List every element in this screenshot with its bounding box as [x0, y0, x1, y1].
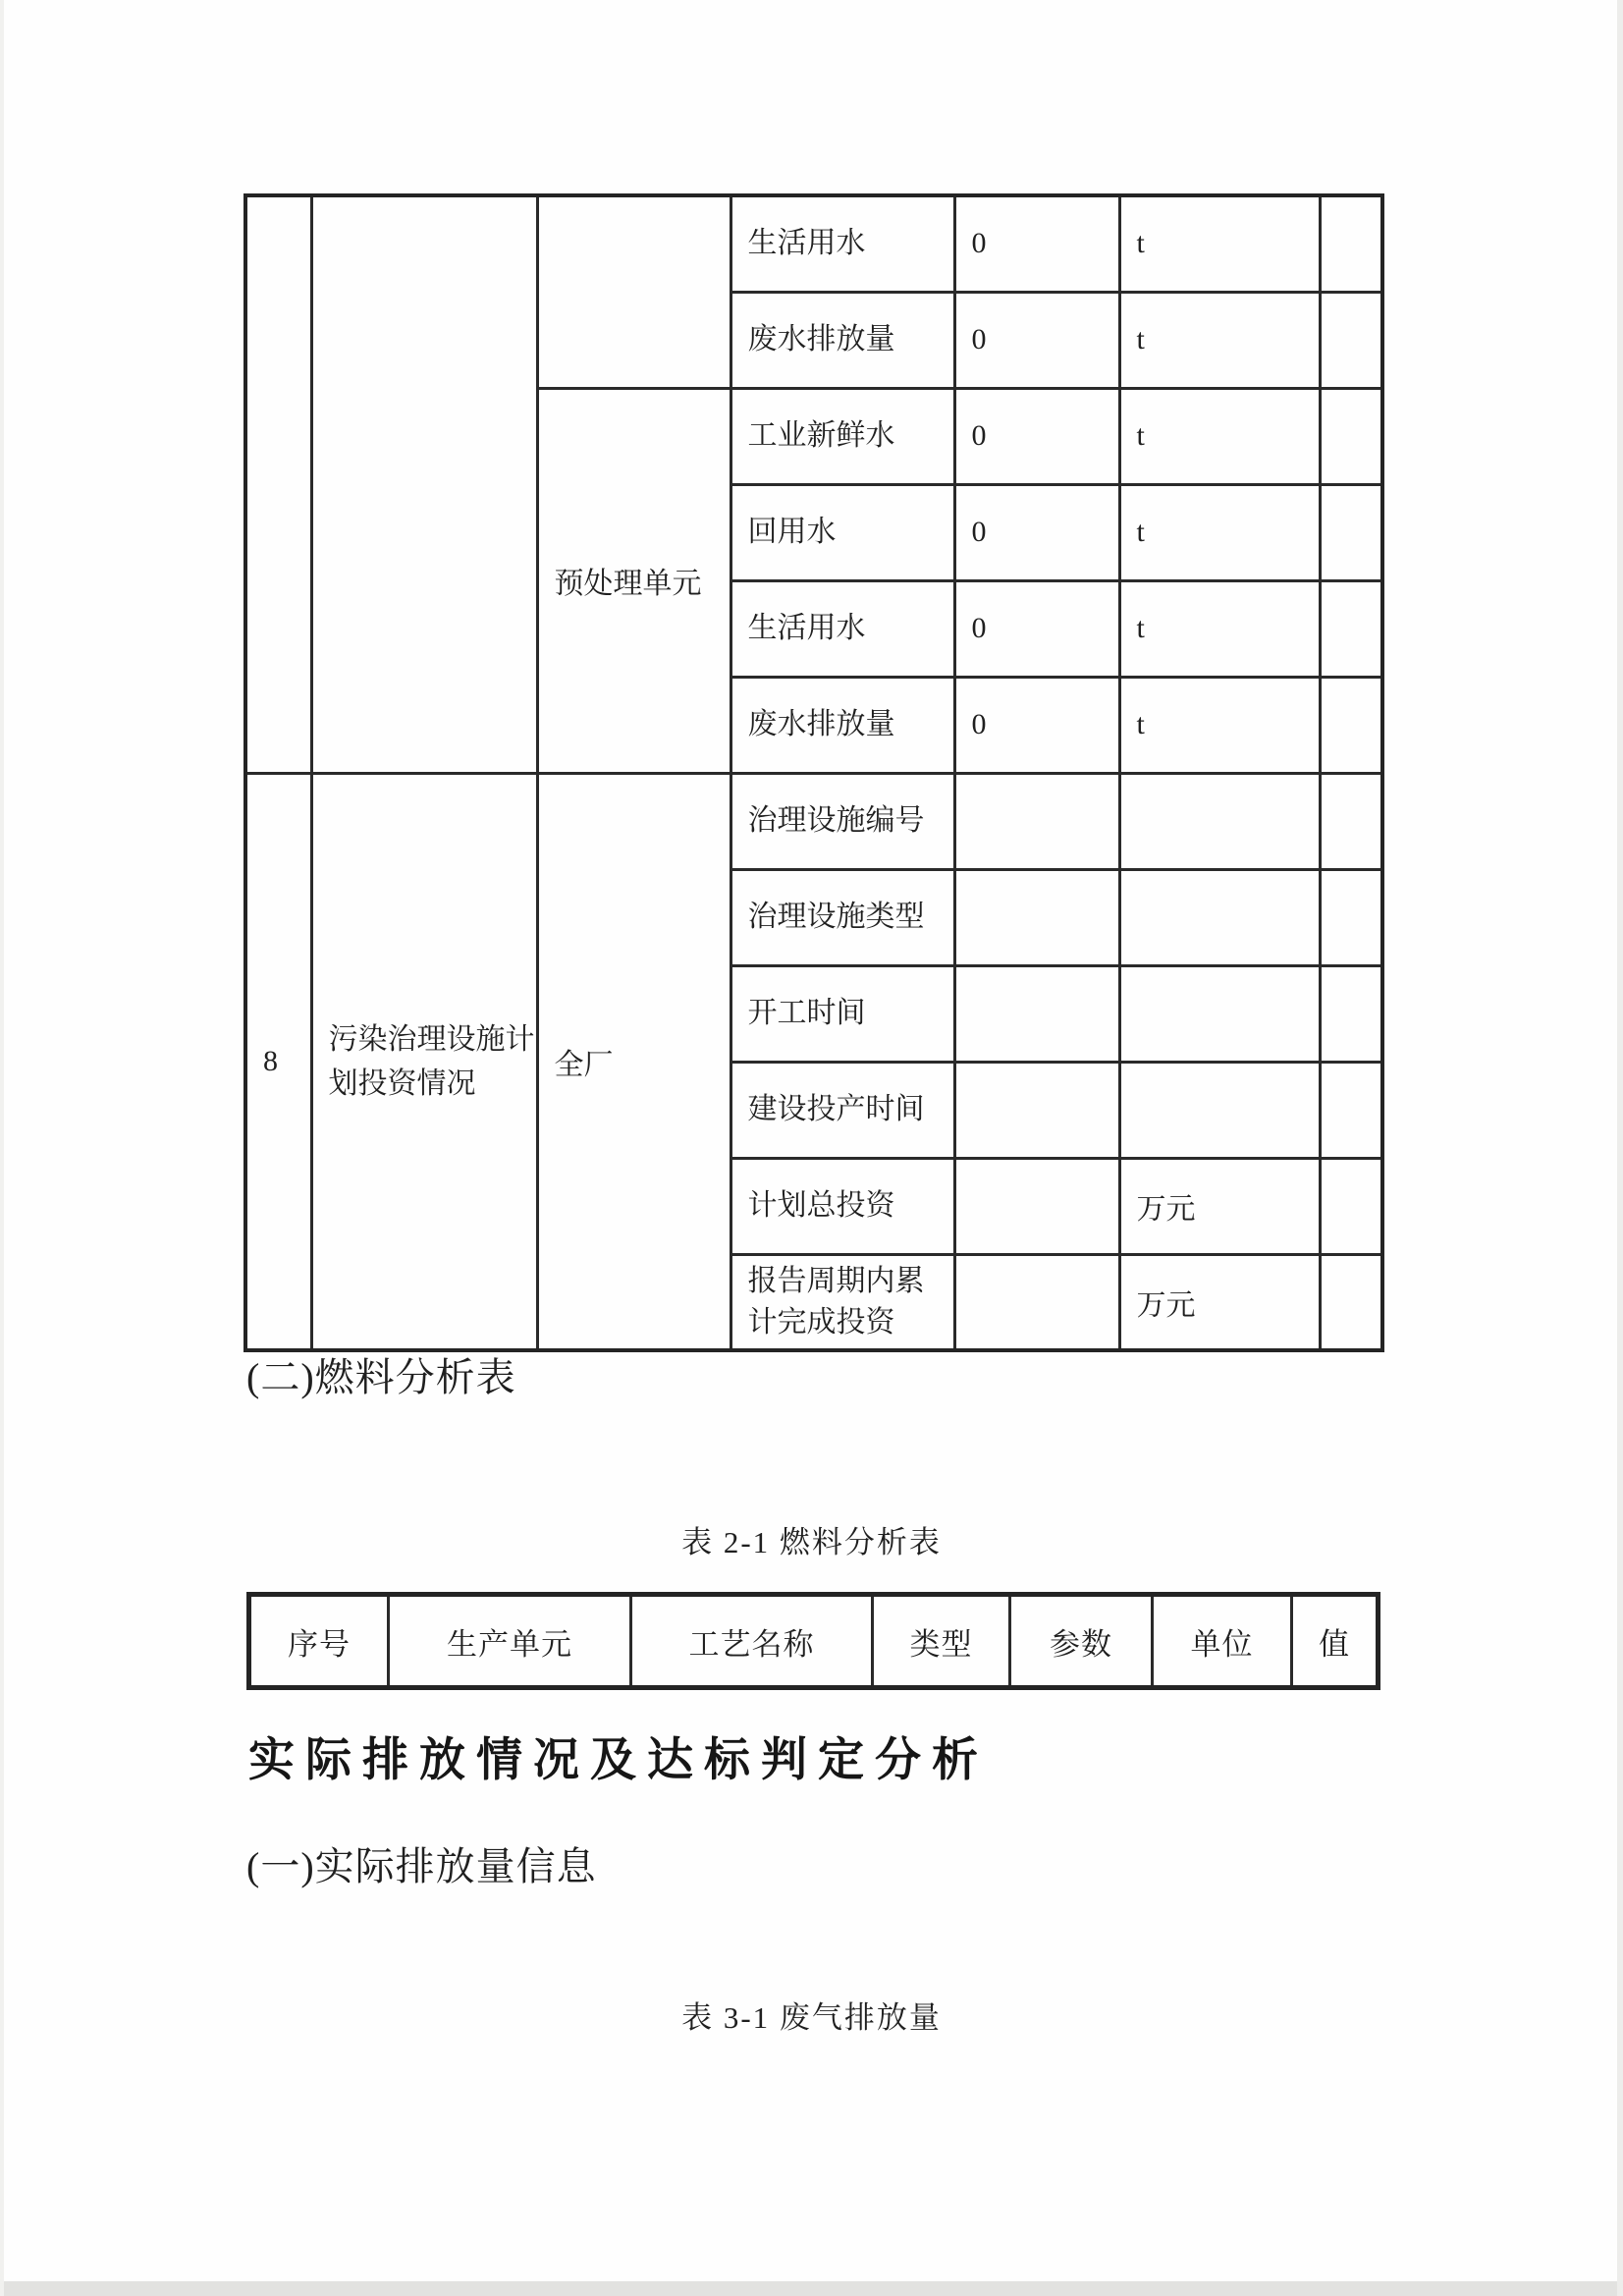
item-no-cell-empty	[245, 195, 311, 773]
note-cell	[1320, 292, 1382, 388]
value-cell	[954, 773, 1119, 869]
unit-group-cell: 全厂	[537, 773, 730, 1350]
note-cell	[1320, 1158, 1382, 1254]
section-heading-emission-info: (一)实际排放量信息	[246, 1844, 597, 1888]
param-cell: 建设投产时间	[730, 1062, 954, 1158]
fuel-analysis-table	[246, 1592, 1380, 1690]
param-cell: 报告周期内累计完成投资	[730, 1254, 954, 1350]
value-cell	[954, 1158, 1119, 1254]
unit-cell	[1119, 1062, 1320, 1158]
value-cell	[954, 869, 1119, 965]
table-caption-3-1: 表 3-1 废气排放量	[681, 2000, 942, 2035]
scan-edge-left	[0, 0, 4, 2296]
chapter-heading-emission: 实际排放情况及达标判定分析	[248, 1735, 989, 1786]
unit-cell: t	[1119, 292, 1320, 388]
param-cell: 生活用水	[730, 580, 954, 677]
unit-cell: t	[1119, 388, 1320, 484]
note-cell	[1320, 773, 1382, 869]
unit-group-cell: 预处理单元	[537, 388, 730, 773]
param-cell: 废水排放量	[730, 292, 954, 388]
param-cell: 治理设施编号	[730, 773, 954, 869]
unit-cell	[1119, 773, 1320, 869]
header-cell-seq: 序号	[249, 1595, 389, 1688]
unit-cell: t	[1119, 580, 1320, 677]
unit-cell	[1119, 869, 1320, 965]
value-cell: 0	[954, 388, 1119, 484]
table-header-row	[249, 1595, 1379, 1688]
unit-cell: 万元	[1119, 1254, 1320, 1350]
note-cell	[1320, 869, 1382, 965]
header-cell-measure: 单位	[1153, 1595, 1292, 1688]
scan-edge-bottom	[0, 2281, 1623, 2296]
unit-cell: t	[1119, 195, 1320, 292]
unit-cell	[1119, 965, 1320, 1062]
value-cell: 0	[954, 292, 1119, 388]
header-cell-param: 参数	[1010, 1595, 1153, 1688]
item-label-cell: 污染治理设施计划投资情况	[311, 773, 537, 1350]
value-cell: 0	[954, 677, 1119, 773]
header-cell-type: 类型	[873, 1595, 1010, 1688]
note-cell	[1320, 388, 1382, 484]
note-cell	[1320, 965, 1382, 1062]
param-cell: 开工时间	[730, 965, 954, 1062]
unit-cell: 万元	[1119, 1158, 1320, 1254]
item-label-cell-empty	[311, 195, 537, 773]
param-cell: 计划总投资	[730, 1158, 954, 1254]
section-heading-fuel: (二)燃料分析表	[246, 1355, 516, 1399]
scan-edge-right	[1617, 0, 1623, 2296]
value-cell: 0	[954, 580, 1119, 677]
param-cell: 生活用水	[730, 195, 954, 292]
unit-cell: t	[1119, 677, 1320, 773]
note-cell	[1320, 580, 1382, 677]
value-cell: 0	[954, 484, 1119, 580]
param-cell: 治理设施类型	[730, 869, 954, 965]
note-cell	[1320, 1254, 1382, 1350]
param-cell: 回用水	[730, 484, 954, 580]
unit-group-cell	[537, 195, 730, 388]
item-no-cell: 8	[245, 773, 311, 1350]
value-cell	[954, 1062, 1119, 1158]
value-cell	[954, 965, 1119, 1062]
note-cell	[1320, 195, 1382, 292]
note-cell	[1320, 484, 1382, 580]
pollution-facility-table	[243, 193, 1384, 1352]
table-row	[245, 195, 1382, 292]
value-cell	[954, 1254, 1119, 1350]
note-cell	[1320, 677, 1382, 773]
note-cell	[1320, 1062, 1382, 1158]
value-cell: 0	[954, 195, 1119, 292]
unit-cell: t	[1119, 484, 1320, 580]
param-cell: 工业新鲜水	[730, 388, 954, 484]
param-cell: 废水排放量	[730, 677, 954, 773]
header-cell-process: 工艺名称	[631, 1595, 873, 1688]
header-cell-unit: 生产单元	[389, 1595, 631, 1688]
header-cell-value: 值	[1292, 1595, 1379, 1688]
table-caption-2-1: 表 2-1 燃料分析表	[681, 1525, 942, 1559]
table-row	[245, 773, 1382, 869]
